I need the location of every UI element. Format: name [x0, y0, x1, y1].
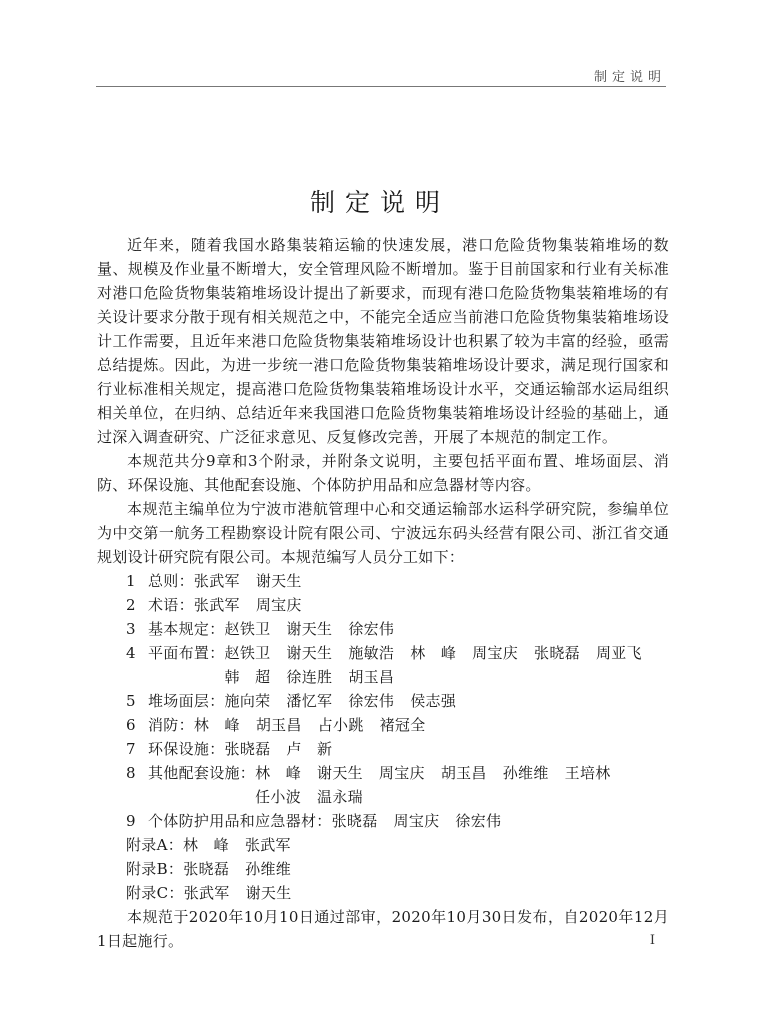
chapter-label: 消防：	[148, 716, 194, 734]
chapter-authors	[332, 809, 669, 833]
chapter-author-row	[97, 569, 669, 593]
chapter-author-row	[97, 713, 669, 737]
author-name: 胡玉昌	[440, 764, 487, 782]
author-name: 周宝庆	[472, 644, 519, 662]
appendix-author-row	[97, 833, 669, 857]
author-name: 占小跳	[317, 716, 364, 734]
author-name: 周宝庆	[393, 812, 440, 830]
chapter-label: 基本规定：	[148, 620, 225, 638]
author-name: 褚冠全	[379, 716, 426, 734]
author-name: 孙维维	[502, 764, 549, 782]
appendix-author-row	[97, 857, 669, 881]
page-title: 制定说明	[309, 188, 450, 217]
author-name: 张武军	[193, 572, 240, 590]
author-name: 林 峰	[255, 764, 302, 782]
paragraph-closing: 本规范于2020年10月10日通过部审，2020年10月30日发布，自2020年12月1日起施行。	[97, 908, 669, 950]
author-division-list	[97, 569, 669, 833]
chapter-label: 个体防护用品和应急器材：	[148, 812, 332, 830]
chapter-number: 9	[126, 812, 136, 830]
chapter-author-row	[97, 761, 669, 809]
author-name: 赵铁卫	[224, 644, 271, 662]
appendix-author-list	[97, 833, 669, 905]
author-name: 卢 新	[286, 740, 333, 758]
author-name: 胡玉昌	[255, 716, 302, 734]
author-name: 张晓磊	[224, 740, 271, 758]
chapter-number: 2	[126, 596, 136, 614]
author-name: 周亚飞	[595, 644, 642, 662]
document-body	[97, 233, 669, 953]
chapter-label: 其他配套设施：	[148, 764, 256, 782]
author-name: 潘忆军	[286, 692, 333, 710]
chapter-number: 7	[126, 740, 136, 758]
chapter-author-row	[97, 641, 669, 689]
appendix-label: 附录A：	[126, 836, 184, 854]
appendix-author-row	[97, 881, 669, 905]
author-name: 胡玉昌	[348, 668, 395, 686]
author-name: 徐宏伟	[455, 812, 502, 830]
author-name: 孙维维	[245, 860, 292, 878]
author-name: 谢天生	[317, 764, 363, 782]
author-name: 王培林	[564, 764, 611, 782]
paragraph-units: 本规范主编单位为宁波市港航管理中心和交通运输部水运科学研究院，参编单位为中交第一航务工程勘察设计院有限公司、宁波远东码头经营有限公司、浙江省交通规划设计研究院有限公司。本规范编写人员分工如下：	[97, 500, 669, 566]
header-rule	[96, 86, 666, 87]
author-name: 谢天生	[286, 620, 333, 638]
chapter-authors	[194, 593, 669, 617]
chapter-author-row	[97, 737, 669, 761]
author-name: 张武军	[183, 884, 230, 902]
chapter-author-row	[97, 593, 669, 617]
chapter-authors	[255, 761, 669, 809]
chapter-authors	[225, 641, 669, 689]
chapter-authors	[194, 713, 669, 737]
author-name: 施向荣	[224, 692, 271, 710]
author-name: 温永瑞	[317, 788, 363, 806]
chapter-authors	[194, 569, 669, 593]
paragraph-scope: 本规范共分9章和3个附录，并附条文说明，主要包括平面布置、堆场面层、消防、环保设施、其他配套设施、个体防护用品和应急器材等内容。	[97, 452, 669, 494]
chapter-authors	[225, 737, 669, 761]
chapter-label: 平面布置：	[148, 644, 225, 662]
author-name: 林 峰	[183, 836, 229, 854]
chapter-authors	[225, 617, 669, 641]
chapter-number: 1	[126, 572, 136, 590]
chapter-label: 环保设施：	[148, 740, 225, 758]
author-name: 张晓磊	[331, 812, 378, 830]
author-name: 谢天生	[286, 644, 333, 662]
chapter-label: 总则：	[148, 572, 194, 590]
author-name: 谢天生	[255, 572, 302, 590]
chapter-label: 术语：	[148, 596, 194, 614]
chapter-author-row	[97, 617, 669, 641]
chapter-number: 6	[126, 716, 136, 734]
author-name: 张武军	[244, 836, 291, 854]
author-name: 张晓磊	[534, 644, 580, 662]
chapter-number: 5	[126, 692, 136, 710]
appendix-label: 附录B：	[126, 860, 184, 878]
author-name: 施敏浩	[348, 644, 395, 662]
author-name: 林 峰	[410, 644, 457, 662]
running-header: 制定说明	[593, 70, 666, 85]
author-name: 徐宏伟	[348, 620, 395, 638]
chapter-author-row	[97, 689, 669, 713]
chapter-number: 8	[126, 764, 136, 782]
page-number: I	[649, 933, 655, 948]
appendix-label: 附录C：	[126, 884, 184, 902]
author-name: 周宝庆	[378, 764, 425, 782]
author-name: 韩 超	[224, 668, 271, 686]
author-name: 周宝庆	[255, 596, 302, 614]
author-name: 任小波	[255, 788, 302, 806]
paragraph-intro: 近年来，随着我国水路集装箱运输的快速发展，港口危险货物集装箱堆场的数量、规模及作业量不断增大，安全管理风险不断增加。鉴于目前国家和行业有关标准对港口危险货物集装箱堆场设计提出了新要求，而现有港口危险货物集装箱堆场的有关设计要求分散于现有相关规范之中，不能完全适应当前港口危险货物集装箱堆场设计工作需要，且近年来港口危险货物集装箱堆场设计也积累了较为丰富的经验，亟需总结提炼。因此，为进一步统一港口危险货物集装箱堆场设计要求，满足现行国家和行业标准相关规定，提高港口危险货物集装箱堆场设计水平，交通运输部水运局组织相关单位，在归纳、总结近年来我国港口危险货物集装箱堆场设计经验的基础上，通过深入调查研究、广泛征求意见、反复修改完善，开展了本规范的制定工作。	[97, 236, 669, 446]
author-name: 林 峰	[193, 716, 240, 734]
chapter-authors	[225, 689, 669, 713]
author-name: 张晓磊	[183, 860, 230, 878]
chapter-number: 4	[126, 644, 136, 662]
author-name: 张武军	[193, 596, 240, 614]
author-name: 徐宏伟	[348, 692, 395, 710]
author-name: 徐连胜	[286, 668, 333, 686]
author-name: 赵铁卫	[224, 620, 271, 638]
chapter-author-row	[97, 809, 669, 833]
chapter-number: 3	[126, 620, 136, 638]
author-name: 侯志强	[410, 692, 457, 710]
author-name: 谢天生	[245, 884, 292, 902]
chapter-label: 堆场面层：	[148, 692, 225, 710]
